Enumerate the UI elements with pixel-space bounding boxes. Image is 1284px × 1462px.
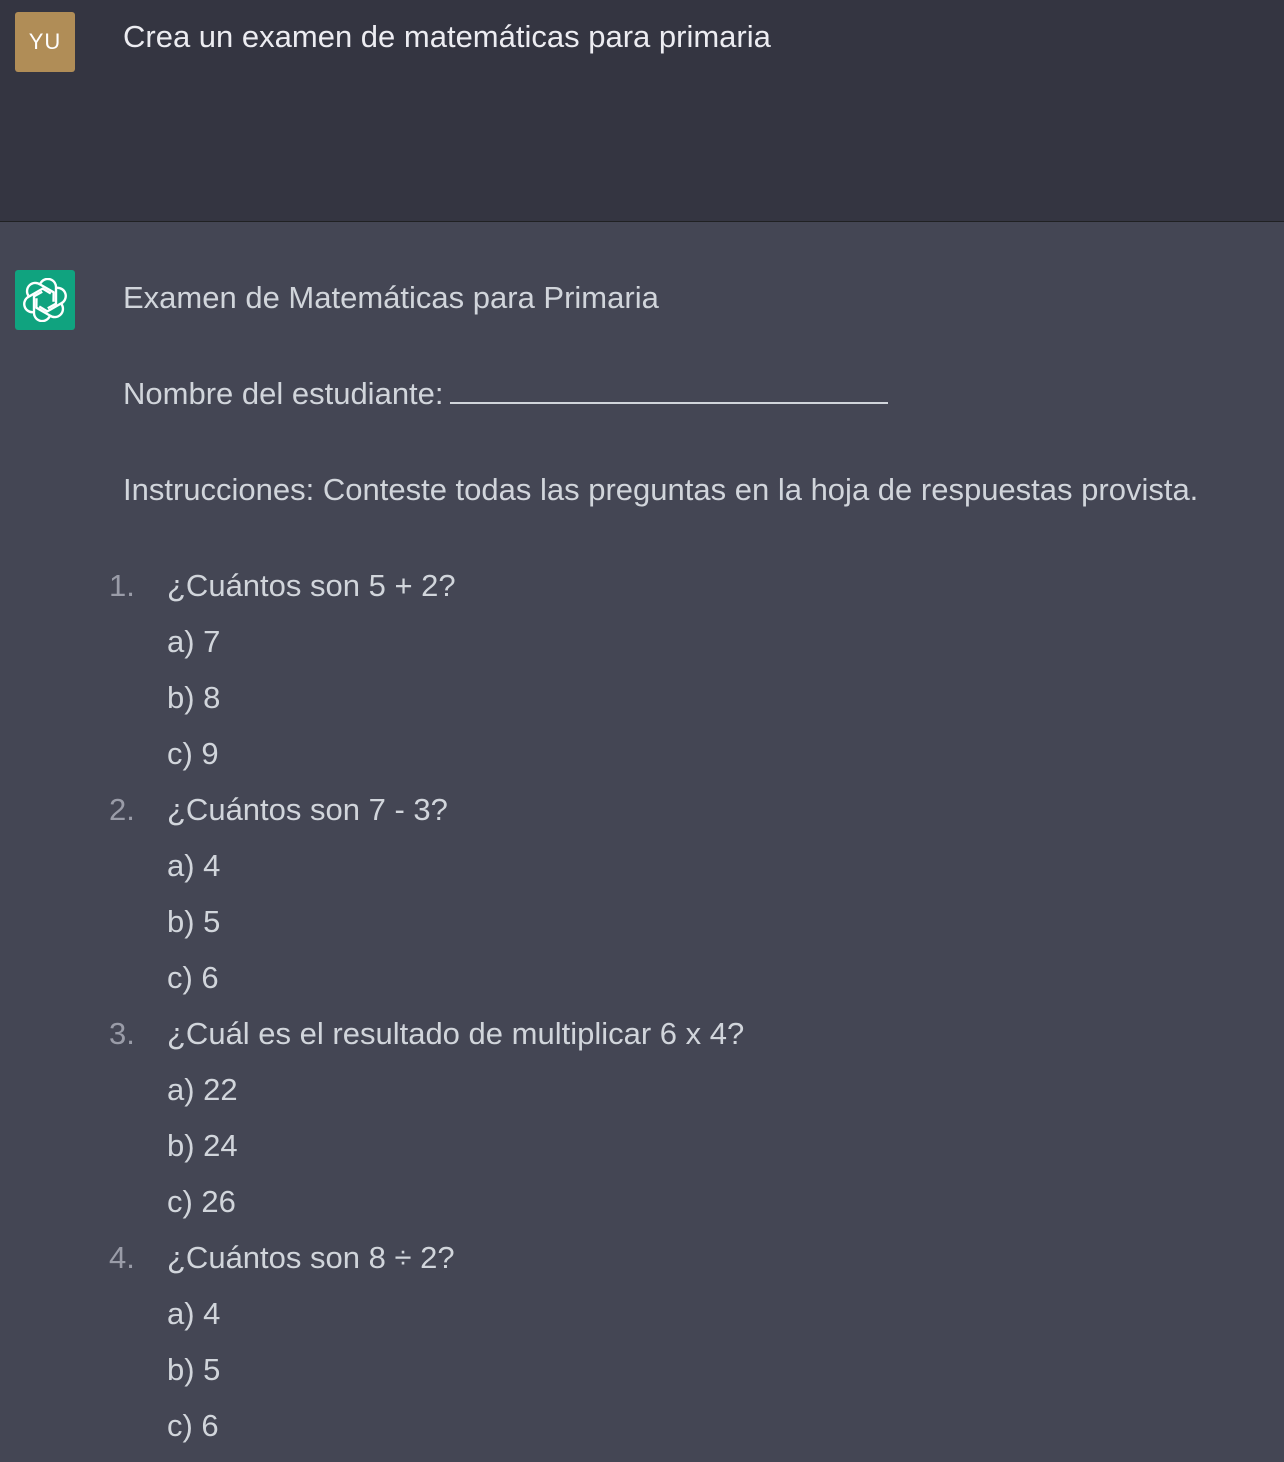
answer-option: b) 5 — [167, 904, 221, 939]
answer-option: a) 7 — [167, 624, 221, 659]
question-text: ¿Cuántos son 7 - 3? — [167, 792, 448, 827]
answer-option: c) 6 — [167, 1408, 219, 1443]
answer-option: a) 4 — [167, 848, 221, 883]
exam-title: Examen de Matemáticas para Primaria — [123, 280, 659, 315]
assistant-message-row — [0, 222, 1284, 1447]
answer-option: b) 24 — [167, 1128, 238, 1163]
question-number: 1. — [109, 568, 135, 603]
question-item — [109, 1238, 1273, 1462]
answer-option: c) 6 — [167, 960, 219, 995]
question-list — [109, 566, 1273, 1462]
question-number: 4. — [109, 1240, 135, 1275]
answer-option: a) 4 — [167, 1296, 221, 1331]
question-item — [109, 790, 1273, 1014]
question-text: ¿Cuál es el resultado de multiplicar 6 x 4? — [167, 1016, 745, 1051]
openai-logo-icon — [23, 278, 67, 322]
answer-option: b) 8 — [167, 680, 221, 715]
answer-option: c) 26 — [167, 1184, 236, 1219]
user-message-text: Crea un examen de matemáticas para primaria — [123, 19, 771, 54]
assistant-message-content — [109, 278, 1273, 1462]
question-text: ¿Cuántos son 5 + 2? — [167, 568, 456, 603]
answer-option: a) 22 — [167, 1072, 238, 1107]
question-number: 3. — [109, 1016, 135, 1051]
exam-instructions: Instrucciones: Conteste todas las preguntas en la hoja de respuestas provista. — [123, 472, 1199, 507]
answer-option: c) 9 — [167, 736, 219, 771]
user-message-row — [0, 0, 1284, 222]
answer-option: b) 5 — [167, 1352, 221, 1387]
student-name-blank — [450, 375, 888, 404]
assistant-avatar — [15, 270, 75, 330]
question-text: ¿Cuántos son 8 ÷ 2? — [167, 1240, 455, 1275]
question-number: 2. — [109, 792, 135, 827]
student-name-label: Nombre del estudiante: — [123, 376, 444, 411]
question-item — [109, 1014, 1273, 1238]
student-name-line — [123, 374, 1273, 414]
question-item — [109, 566, 1273, 790]
user-avatar: YU — [15, 12, 75, 72]
